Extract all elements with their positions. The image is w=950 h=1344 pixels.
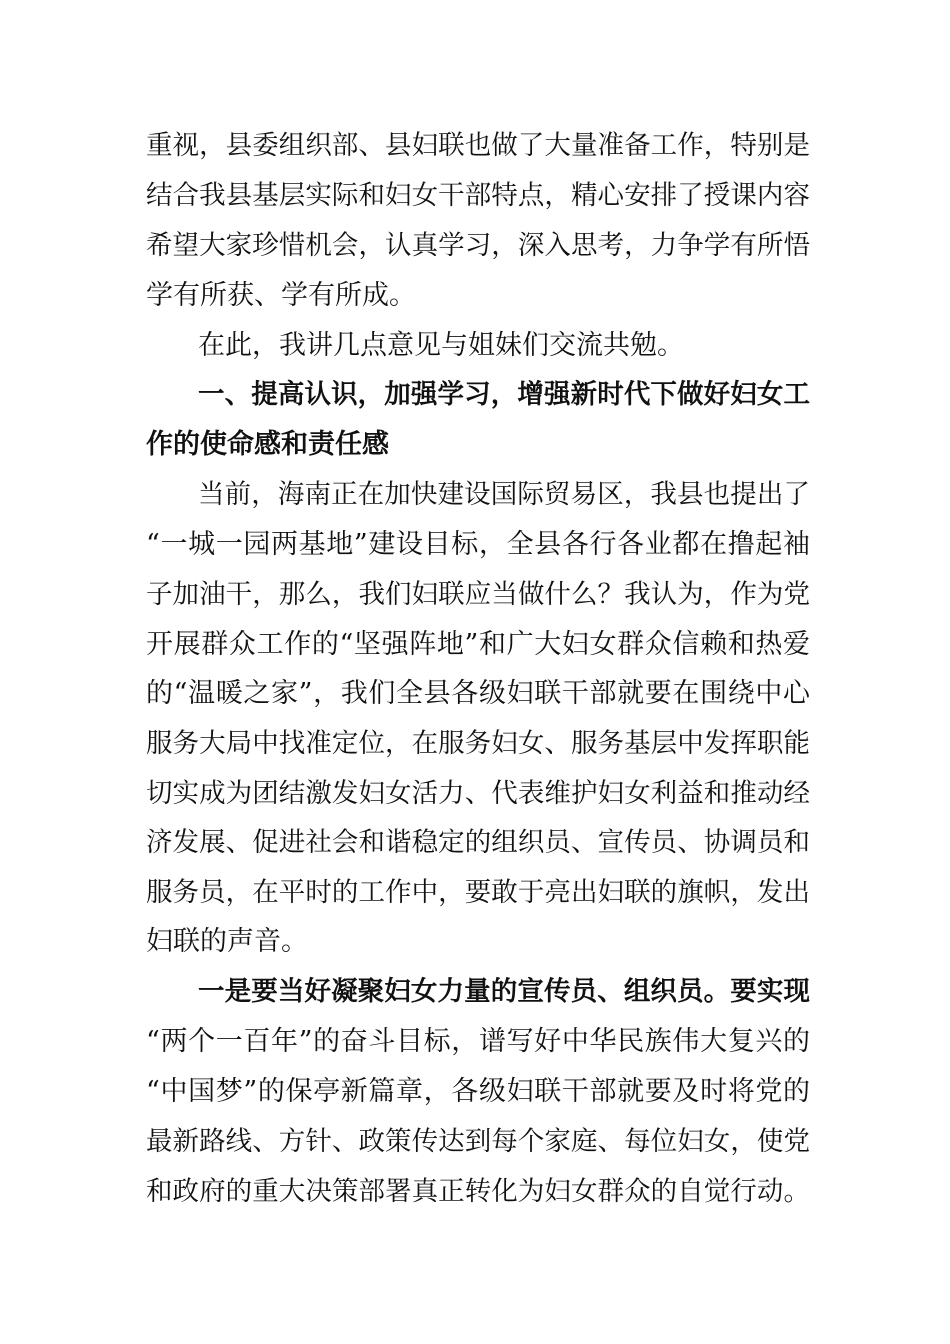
paragraph-line: 济发展、促进社会和谐稳定的组织员、宣传员、协调员和 [146,827,810,858]
paragraph-line: 在此，我讲几点意见与姐妹们交流共勉。 [198,330,684,361]
paragraph-line: 子加油干，那么，我们妇联应当做什么？我认为，作为党 [146,579,810,610]
paragraph-line: 一是要当好凝聚妇女力量的宣传员、组织员。要实现 [198,976,810,1007]
paragraph-line: “两个一百年”的奋斗目标，谱写好中华民族伟大复兴的 [146,1026,810,1057]
paragraph-line: 结合我县基层实际和妇女干部特点，精心安排了授课内容 [146,180,810,211]
paragraph-line: 的“温暖之家”，我们全县各级妇联干部就要在围绕中心 [146,678,810,709]
section-heading: 作的使命感和责任感 [146,429,389,460]
paragraph-line: 妇联的声音。 [146,926,308,957]
paragraph-line: 服务员，在平时的工作中，要敢于亮出妇联的旗帜，发出 [146,877,810,908]
paragraph-line: 当前，海南正在加快建设国际贸易区，我县也提出了 [198,479,810,510]
paragraph-line: 希望大家珍惜机会，认真学习，深入思考，力争学有所悟 [146,230,810,261]
section-heading: 一、提高认识，加强学习，增强新时代下做好妇女工 [198,379,810,410]
paragraph-line: 重视，县委组织部、县妇联也做了大量准备工作，特别是 [146,130,810,161]
paragraph-line: 切实成为团结激发妇女活力、代表维护妇女利益和推动经 [146,778,810,809]
paragraph-line: 服务大局中找准定位，在服务妇女、服务基层中发挥职能 [146,728,810,759]
paragraph-line: “一城一园两基地”建设目标，全县各行各业都在撸起袖 [146,529,810,560]
paragraph-line: 最新路线、方针、政策传达到每个家庭、每位妇女，使党 [146,1126,810,1157]
paragraph-line: 学有所获、学有所成。 [146,280,416,311]
paragraph-line: “中国梦”的保亭新篇章，各级妇联干部就要及时将党的 [146,1076,810,1107]
paragraph-line: 和政府的重大决策部署真正转化为妇女群众的自觉行动。 [146,1176,810,1207]
paragraph-line: 开展群众工作的“坚强阵地”和广大妇女群众信赖和热爱 [146,629,810,660]
